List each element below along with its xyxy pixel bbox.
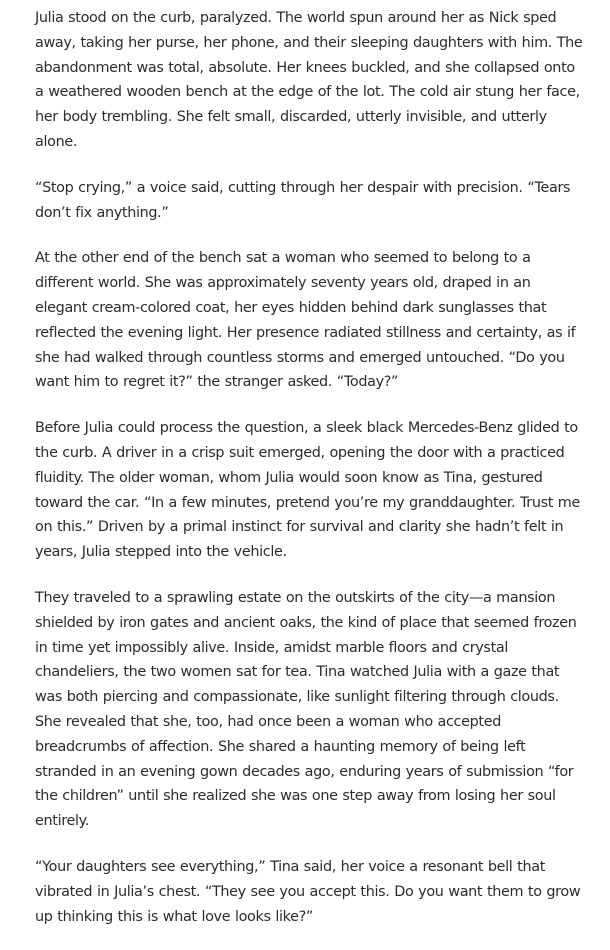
story-paragraph-2: “Stop crying,” a voice said, cutting through her despair with precision. “Tears don’t fix anything.” bbox=[35, 179, 571, 221]
story-paragraph-6: “Your daughters see everything,” Tina said, her voice a resonant bell that vibrated in Julia’s chest. “They see you accept this. Do you want them to grow up thinking this is what love looks like?” bbox=[35, 858, 581, 925]
story-paragraph-5: They traveled to a sprawling estate on the outskirts of the city—a mansion shielded by iron gates and ancient oaks, the kind of place that seemed frozen in time yet impossibly alive. Inside, amidst marble floors and crystal chandeliers, the two women sat for tea. Tina watched Julia with a gaze that was both piercing and compassionate, like sunlight filtering through clouds. She revealed that she, too, had once been a woman who accepted breadcrumbs of affection. She shared a haunting memory of being left stranded in an evening gown decades ago, enduring years of submission “for the children” until she realized she was one step away from losing her soul entirely. bbox=[35, 589, 577, 830]
story-paragraph-4: Before Julia could process the question, a sleek black Mercedes-Benz glided to the curb. A driver in a crisp suit emerged, opening the door with a practiced fluidity. The older woman, whom Julia would soon know as Tina, gestured toward the car. “In a few minutes, pretend you’re my granddaughter. Trust me on this.” Driven by a primal instinct for survival and clarity she hadn’t felt in years, Julia stepped into the vehicle. bbox=[35, 420, 580, 561]
story-body bbox=[35, 6, 583, 950]
story-paragraph-3: At the other end of the bench sat a woman who seemed to belong to a different world. She was approximately seventy years old, draped in an elegant cream-colored coat, her eyes hidden behind dark sunglasses that reflected the evening light. Her presence radiated stillness and certainty, as if she had walked through countless storms and emerged untouched. “Do you want him to regret it?” the stranger asked. “Today?” bbox=[35, 250, 576, 391]
story-paragraph-1: Julia stood on the curb, paralyzed. The world spun around her as Nick sped away, taking her purse, her phone, and their sleeping daughters with him. The abandonment was total, absolute. Her knees buckled, and she collapsed onto a weathered wooden bench at the edge of the lot. The cold air stung her face, her body trembling. She felt small, discarded, utterly invisible, and utterly alone. bbox=[35, 10, 583, 150]
